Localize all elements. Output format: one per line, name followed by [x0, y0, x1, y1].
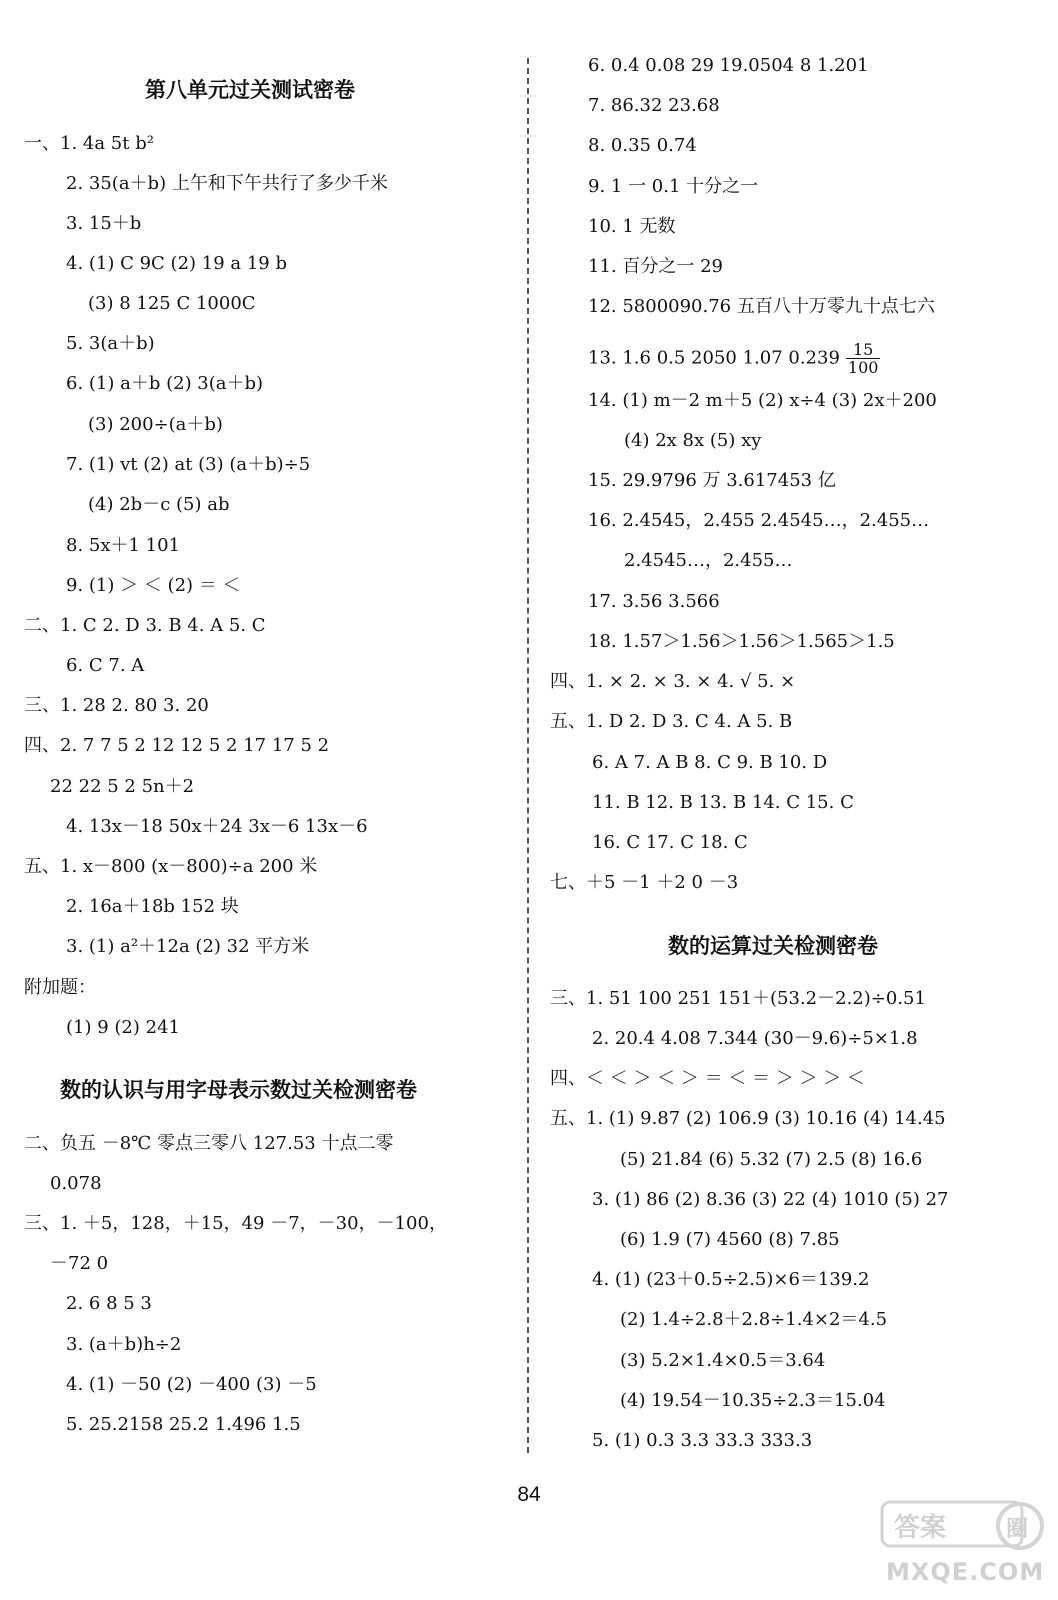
answer-line: 二、1. C 2. D 3. B 4. A 5. C	[24, 615, 266, 636]
answer-line: (4) 2x 8x (5) xy	[624, 430, 762, 451]
answer-line: －72 0	[50, 1253, 109, 1274]
answer-line: (3) 5.2×1.4×0.5＝3.64	[620, 1350, 826, 1371]
answer-line: 四、＜ ＜ ＞ ＜ ＞ ＝ ＜ ＝ ＞ ＞ ＞ ＜	[550, 1068, 865, 1089]
answer-line: 11. 百分之一 29	[588, 256, 723, 277]
answer-line: 16. 2.4545，2.455 2.4545…，2.455…	[588, 510, 930, 531]
svg-text:MXQE.COM: MXQE.COM	[886, 1558, 1045, 1586]
answer-line: (5) 21.84 (6) 5.32 (7) 2.5 (8) 16.6	[620, 1149, 923, 1170]
section-title-operations: 数的运算过关检测密卷	[668, 934, 878, 958]
answer-line: 10. 1 无数	[588, 216, 676, 237]
fraction-denominator: 100	[847, 358, 879, 377]
answer-line: 2. 16a＋18b 152 块	[66, 896, 239, 917]
answer-line: 五、1. D 2. D 3. C 4. A 5. B	[550, 711, 793, 732]
fraction	[846, 341, 881, 376]
answer-line: 3. (a＋b)h÷2	[66, 1334, 182, 1355]
answer-line: (4) 19.54－10.35÷2.3＝15.04	[620, 1390, 886, 1411]
answer-line: 8. 0.35 0.74	[588, 135, 697, 156]
answer-line: 4. (1) (23＋0.5÷2.5)×6＝139.2	[592, 1269, 870, 1290]
answer-line: 七、＋5 －1 ＋2 0 －3	[550, 872, 739, 893]
answer-line: (4) 2b－c (5) ab	[88, 494, 230, 515]
svg-text:圈: 圈	[1006, 1517, 1029, 1542]
answer-line: 五、1. (1) 9.87 (2) 106.9 (3) 10.16 (4) 14.45	[550, 1108, 946, 1129]
answer-line: 三、1. 51 100 251 151＋(53.2－2.2)÷0.51	[550, 988, 926, 1009]
answer-line: 5. (1) 0.3 3.3 33.3 333.3	[592, 1430, 813, 1451]
answer-line: 2.4545…，2.455…	[624, 550, 793, 571]
answer-line: 8. 5x＋1 101	[66, 535, 181, 556]
answer-line: 2. 6 8 5 3	[66, 1293, 152, 1314]
page-number: 84	[517, 1483, 541, 1506]
answer-line: (6) 1.9 (7) 4560 (8) 7.85	[620, 1229, 840, 1250]
answer-line: 11. B 12. B 13. B 14. C 15. C	[592, 792, 854, 813]
answer-line: 三、1. 28 2. 80 3. 20	[24, 695, 209, 716]
answer-line-13-text: 13. 1.6 0.5 2050 1.07 0.239	[588, 347, 840, 369]
answer-line-13	[588, 341, 880, 376]
answer-line: 五、1. x－800 (x－800)÷a 200 米	[24, 856, 318, 877]
answer-line: 18. 1.57＞1.56＞1.56＞1.565＞1.5	[588, 631, 895, 652]
answer-line: 3. (1) 86 (2) 8.36 (3) 22 (4) 1010 (5) 27	[592, 1189, 949, 1210]
answer-line: 2. 20.4 4.08 7.344 (30－9.6)÷5×1.8	[592, 1028, 918, 1049]
answer-line: 7. (1) vt (2) at (3) (a＋b)÷5	[66, 454, 311, 475]
answer-line: 4. 13x－18 50x＋24 3x－6 13x－6	[66, 816, 368, 837]
answer-line: 6. 0.4 0.08 29 19.0504 8 1.201	[588, 55, 869, 76]
answer-line: 16. C 17. C 18. C	[592, 832, 748, 853]
answer-line: 四、1. × 2. × 3. × 4. √ 5. ×	[550, 671, 796, 692]
answer-line: 3. 15＋b	[66, 213, 142, 234]
answer-line: 一、1. 4a 5t b²	[24, 133, 154, 154]
answer-line: 二、负五 －8℃ 零点三零八 127.53 十点二零	[24, 1133, 394, 1154]
section-title-unit8: 第八单元过关测试密卷	[145, 78, 355, 102]
answer-line: 附加题：	[24, 977, 96, 998]
answer-line: 12. 5800090.76 五百八十万零九十点七六	[588, 296, 935, 317]
answer-line: 6. A 7. A B 8. C 9. B 10. D	[592, 752, 828, 773]
answer-line: (3) 200÷(a＋b)	[88, 414, 223, 435]
section-title-numbers: 数的认识与用字母表示数过关检测密卷	[60, 1078, 417, 1102]
answer-line: (3) 8 125 C 1000C	[88, 293, 256, 314]
answer-line: 6. (1) a＋b (2) 3(a＋b)	[66, 373, 264, 394]
answer-line: 15. 29.9796 万 3.617453 亿	[588, 470, 836, 491]
answer-line: 9. (1) ＞ ＜ (2) ＝ ＜	[66, 575, 241, 596]
answer-line: 17. 3.56 3.566	[588, 591, 720, 612]
answer-line: 5. 25.2158 25.2 1.496 1.5	[66, 1414, 301, 1435]
answer-line: (2) 1.4÷2.8＋2.8÷1.4×2＝4.5	[620, 1309, 888, 1330]
answer-line: 2. 35(a＋b) 上午和下午共行了多少千米	[66, 173, 388, 194]
answer-line: (1) 9 (2) 241	[66, 1017, 180, 1038]
answer-line: 14. (1) m－2 m＋5 (2) x÷4 (3) 2x＋200	[588, 390, 937, 411]
answer-line: 4. (1) －50 (2) －400 (3) －5	[66, 1374, 317, 1395]
answer-line: 0.078	[50, 1173, 102, 1194]
watermark-logo	[880, 1500, 1050, 1592]
answer-line: 四、2. 7 7 5 2 12 12 5 2 17 17 5 2	[24, 735, 330, 756]
answer-line: 4. (1) C 9C (2) 19 a 19 b	[66, 253, 288, 274]
answer-line: 5. 3(a＋b)	[66, 333, 155, 354]
answer-line: 22 22 5 2 5n＋2	[50, 776, 195, 797]
answer-line: 三、1. ＋5，128，＋15，49 －7，－30，－100，	[24, 1213, 447, 1234]
svg-text:答案: 答案	[894, 1513, 947, 1543]
fraction-numerator: 15	[846, 341, 881, 359]
answer-line: 3. (1) a²＋12a (2) 32 平方米	[66, 936, 310, 957]
answer-line: 9. 1 一 0.1 十分之一	[588, 176, 759, 197]
answer-line: 7. 86.32 23.68	[588, 95, 720, 116]
answer-line: 6. C 7. A	[66, 655, 145, 676]
column-divider	[527, 58, 529, 1453]
